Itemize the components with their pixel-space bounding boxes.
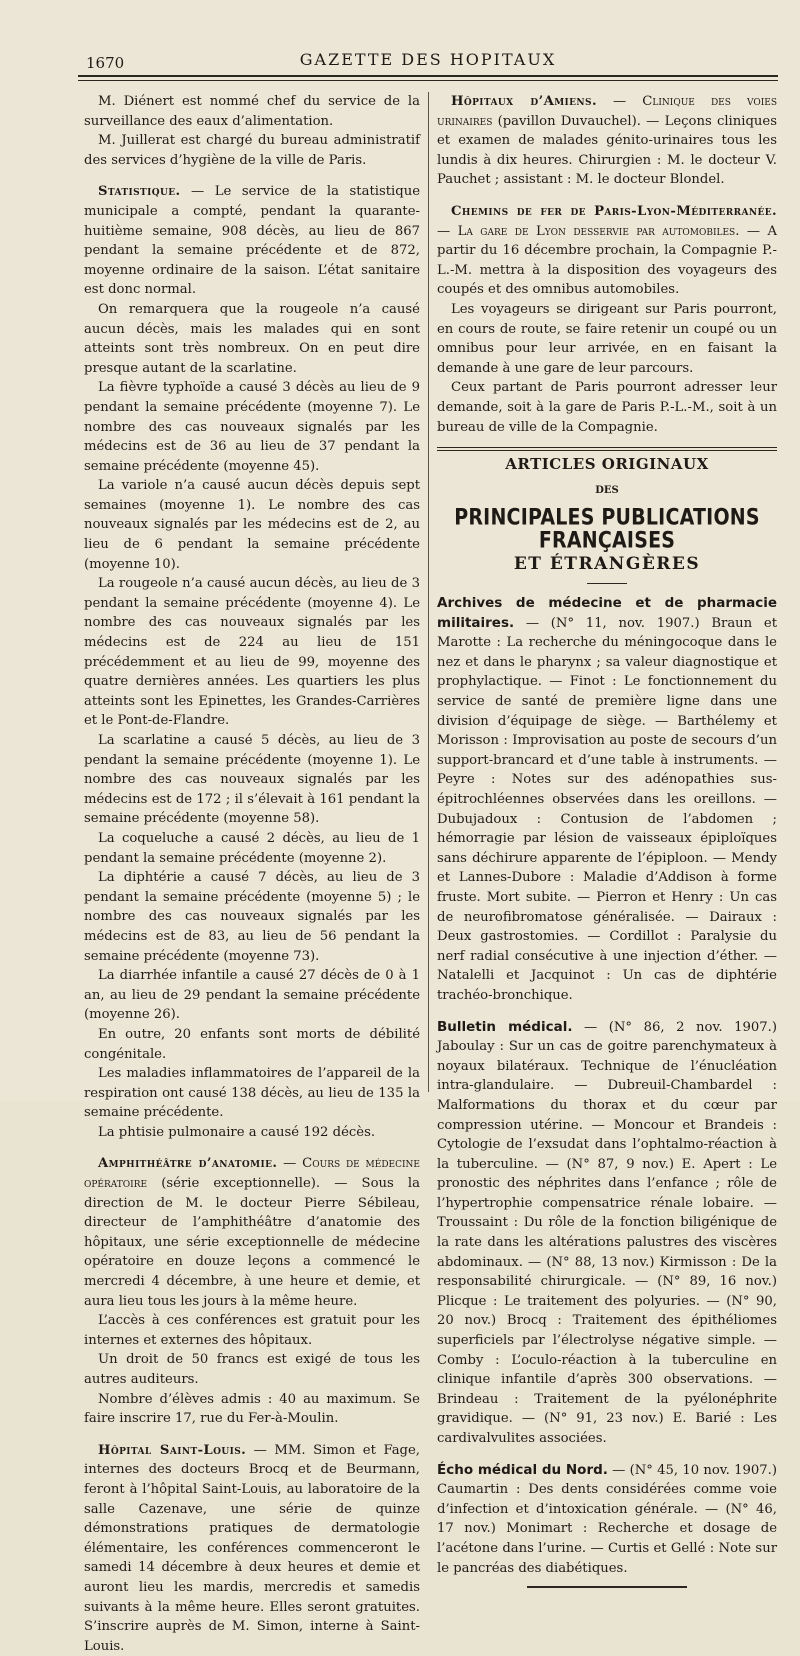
amiens-entry: Hôpitaux d’Amiens. — Clinique des voies urinaires (pavillon Duvauchel). — Leçons cliniques et examen de malades génito-urinaires tous les lundis à dix heures. Chirurgien : M. le docteur V. Pauchet ; assistant : M. le docteur Blondel. [437, 94, 777, 188]
section-rule [437, 447, 777, 448]
amph-paragraph: L’accès à ces conférences est gratuit pour les internes et externes des hôpitaux. [84, 1313, 420, 1348]
stat-paragraph: On remarquera que la rougeole n’a causé aucun décès, mais les malades qui en sont atteints sont très nombreux. On en peut dire presque autant de la scarlatine. [84, 301, 420, 376]
statistique-entry [84, 182, 420, 300]
entry-text: — (N° 45, 10 nov. 1907.) Caumartin : Des dents considérées comme voie d’infection et d’intoxication générale. — (N° 46, 17 nov.) Monimart : Recherche et dosage de l’acétone dans l’urine. — Curtis et Gellé : Note sur le pancréas des diabétiques. [437, 1462, 778, 1576]
header-rule [78, 75, 778, 77]
journal-title: Bulletin médical. [437, 1018, 573, 1035]
divider [587, 583, 627, 584]
plm-paragraph: Les voyageurs se dirigeant sur Paris pourront, en cours de route, se faire retenir un coupé ou un omnibus pour leur arrivée, en en faisant la demande à une gare de leur parcours. [437, 301, 777, 376]
entry-label: Hôpitaux d’Amiens. [451, 94, 597, 109]
stat-paragraph: La diarrhée infantile a causé 27 décès de 0 à 1 an, au lieu de 29 pendant la semaine précédente (moyenne 26). [84, 968, 420, 1023]
end-ornament [527, 1586, 687, 1588]
entry-label: Statistique. [98, 184, 181, 200]
stat-paragraph: La fièvre typhoïde a causé 3 décès au lieu de 9 pendant la semaine précédente (moyenne 7). Le nombre des cas nouveaux signalés par les médecins est de 36 au lieu de 37 pendant la semaine précédente (moyenne 45). [84, 380, 420, 474]
entry-label: Chemins de fer de Paris-Lyon-Méditerranée. [451, 203, 777, 219]
stat-paragraph: La variole n’a causé aucun décès depuis sept semaines (moyenne 1). Le nombre des cas nouveaux signalés par les médecins est de 2, au lieu de 6 pendant la semaine précédente (moyenne 10). [84, 478, 420, 572]
running-title: GAZETTE DES HOPITAUX [299, 50, 557, 69]
entry-label: Hôpital Saint-Louis. [98, 1442, 247, 1458]
right-column [437, 92, 777, 1588]
stat-paragraph: En outre, 20 enfants sont morts de débilité congénitale. [84, 1026, 420, 1062]
plm-entry: Chemins de fer de Paris-Lyon-Méditerranée. — La gare de Lyon desservie par automobiles. — A partir du 16 décembre prochain, la Compagnie P.-L.-M. mettra à la disposition des voyageurs des coupés et des omnibus automobiles. [437, 203, 777, 298]
section-subheading: DES [595, 484, 619, 496]
page-number: 1670 [86, 54, 125, 72]
entry-text: — A partir du 16 décembre prochain, la Compagnie P.-L.-M. mettra à la disposition des voyageurs des coupés et des omnibus automobiles. [437, 223, 777, 298]
amph-paragraph: Un droit de 50 francs est exigé de tous les autres auditeurs. [84, 1352, 420, 1387]
plm-paragraph: Ceux partant de Paris pourront adresser leur demande, soit à la gare de Paris P.-L.-M., soit à un bureau de ville de la Compagnie. [437, 380, 777, 435]
bulletin-entry [437, 1018, 777, 1449]
saint-louis-entry [84, 1441, 420, 1656]
entry-text: — (N° 86, 2 nov. 1907.) Jaboulay : Sur un cas de goitre parenchymateux à noyaux bilatéraux. Technique de l’énucléation intra-glandulaire. — Dubreuil-Chambardel : Malformations du thorax et du cœur par compression utérine. — Moncour et Brandeis : Cytologie de l’exsudat dans l’ophtalmo-réaction à la tuberculine. — (N° 87, 9 nov.) E. Apert : Le pronostic des néphrites dans l’enfance ; rôle de l’hypertrophie compensatrice rénale lobaire. — Troussaint : Du rôle de la fonction biligénique de la rate dans les altérations palustres des viscères abdominaux. — (N° 88, 13 nov.) Kirmisson : De la responsabilité chirurgicale. — (N° 89, 16 nov.) Plicque : Le traitement des polyuries. — (N° 90, 20 nov.) Brocq : Traitement des épithéliomes superficiels par l’électrolyse négative simple. — Comby : L’oculo-réaction à la tuberculine en clinique infantile d’après 300 observations. — Brindeau : Traitement de la pyélonéphrite gravidique. — (N° 91, 23 nov.) E. Barié : Les cardivalvulites associées. [437, 1019, 777, 1446]
journal-title: Archives de médecine et de pharmacie militaires. [437, 595, 777, 631]
stat-paragraph: La diphtérie a causé 7 décès, au lieu de 3 pendant la semaine précédente (moyenne 5) ; le nombre des cas nouveaux signalés par les médecins est de 83, au lieu de 56 pendant la semaine précédente (moyenne 73). [84, 870, 420, 964]
amph-paragraph: Nombre d’élèves admis : 40 au maximum. Se faire inscrire 17, rue du Fer-à-Moulin. [84, 1391, 420, 1427]
entry-text: — Le service de la statistique municipale a compté, pendant la quarante-huitième semaine, 908 décès, au lieu de 867 pendant la semaine précédente et de 872, moyenne ordinaire de la saison. L’état sanitaire est donc normal. [84, 184, 420, 298]
entry-text: (pavillon Duvauchel). — Leçons cliniques et examen de malades génito-urinaires tous les lundis à dix heures. Chirurgien : M. le docteur V. Pauchet ; assistant : M. le docteur Blondel. [437, 113, 777, 188]
entry-label: Amphithéâtre d’anatomie. [98, 1156, 278, 1172]
course-title: Cours de médecine opératoire [84, 1156, 420, 1192]
publications-heading-line2: ET ÉTRANGÈRES [513, 554, 701, 575]
entry-text: — (N° 11, nov. 1907.) Braun et Marotte : La recherche du méningocoque dans le nez et dans le pharynx ; sa valeur diagnostique et prophylactique. — Finot : Le fonctionnement du service de santé de première ligne dans une division d’équipage de siège. — Barthélemy et Morisson : Improvisation au poste de secours d’un support-brancard et d’une table à instruments. — Peyre : Notes sur des adénopathies sus-épitrochléennes observées dans les oreillons. — Dubujadoux : Contusion de l’abdomen ; hémorragie par lésion de vaisseaux épiploïques sans déchirure apparente de l’épiploon. — Mendy et Lannes-Dubore : Maladie d’Addison à forme fruste. Mort subite. — Pierron et Henry : Un cas de neurofibromatose généralisée. — Dairaux : Deux gastrostomies. — Cordillot : Paralysie du nerf radial consécutive à une injection d’éther. — Natalelli et Jacquinot : Un cas de diphtérie trachéo-bronchique. [437, 615, 777, 1003]
plm-subtitle: La gare de Lyon desservie par automobiles. [457, 223, 740, 239]
stat-paragraph: La coqueluche a causé 2 décès, au lieu de 1 pendant la semaine précédente (moyenne 2). [84, 830, 420, 866]
section-rule [437, 450, 777, 451]
amphitheatre-entry: Amphithéâtre d’anatomie. — Cours de médecine opératoire (série exceptionnelle). — Sous la direction de M. le docteur Pierre Sébileau, directeur de l’amphithéâtre d’anatomie des hôpitaux, une série exceptionnelle de médecine opératoire en douze leçons a commencé le mercredi 4 décembre, à une heure et demie, et aura lieu tous les jours à la même heure. [84, 1156, 420, 1309]
stat-paragraph: La phtisie pulmonaire a causé 192 décès. [98, 1124, 376, 1140]
clinic-title: Clinique des voies urinaires [437, 94, 777, 129]
echo-entry [437, 1461, 777, 1579]
header-rule-thin [78, 80, 778, 81]
stat-paragraph: La scarlatine a causé 5 décès, au lieu de 3 pendant la semaine précédente (moyenne 1). Le nombre des cas nouveaux signalés par les médecins est de 172 ; il s’élevait à 161 pendant la semaine précédente (moyenne 58). [84, 733, 420, 827]
stat-paragraph: Les maladies inflammatoires de l’appareil de la respiration ont causé 138 décès, au lieu de 135 la semaine précédente. [84, 1066, 420, 1121]
news-paragraph: M. Juillerat est chargé du bureau administratif des services d’hygiène de la ville de Paris. [84, 133, 420, 168]
stat-paragraph: La rougeole n’a causé aucun décès, au lieu de 3 pendant la semaine précédente (moyenne 4). Le nombre des cas nouveaux signalés par les médecins est de 224 au lieu de 151 précédemment et au lieu de 99, moyenne des quatre dernières années. Les quartiers les plus atteints sont les Epinettes, les Grandes-Carrières et le Pont-de-Flandre. [84, 576, 420, 729]
entry-text: (série exceptionnelle). — Sous la direction de M. le docteur Pierre Sébileau, directeur de l’amphithéâtre d’anatomie des hôpitaux, une série exceptionnelle de médecine opératoire en douze leçons a commencé le mercredi 4 décembre, à une heure et demie, et aura lieu tous les jours à la même heure. [84, 1176, 420, 1309]
publications-heading: PRINCIPALES PUBLICATIONS FRANÇAISES [454, 505, 760, 553]
journal-title: Écho médical du Nord. [437, 1461, 608, 1478]
section-heading: ARTICLES ORIGINAUX [505, 455, 709, 474]
news-paragraph: M. Diénert est nommé chef du service de la surveillance des eaux d’alimentation. [84, 94, 420, 129]
left-column [84, 92, 420, 1656]
page-header [78, 48, 778, 72]
archives-entry [437, 594, 777, 1005]
column-divider [428, 92, 429, 1092]
entry-text: — MM. Simon et Fage, internes des docteurs Brocq et de Beurmann, feront à l’hôpital Saint-Louis, au laboratoire de la salle Cazenave, une série de quinze démonstrations pratiques de dermatologie élémentaire, les conférences commenceront le samedi 14 décembre à deux heures et demie et auront lieu les mardis, mercredis et samedis suivants à la même heure. Elles seront gratuites. S’inscrire auprès de M. Simon, interne à Saint-Louis. [84, 1442, 420, 1654]
